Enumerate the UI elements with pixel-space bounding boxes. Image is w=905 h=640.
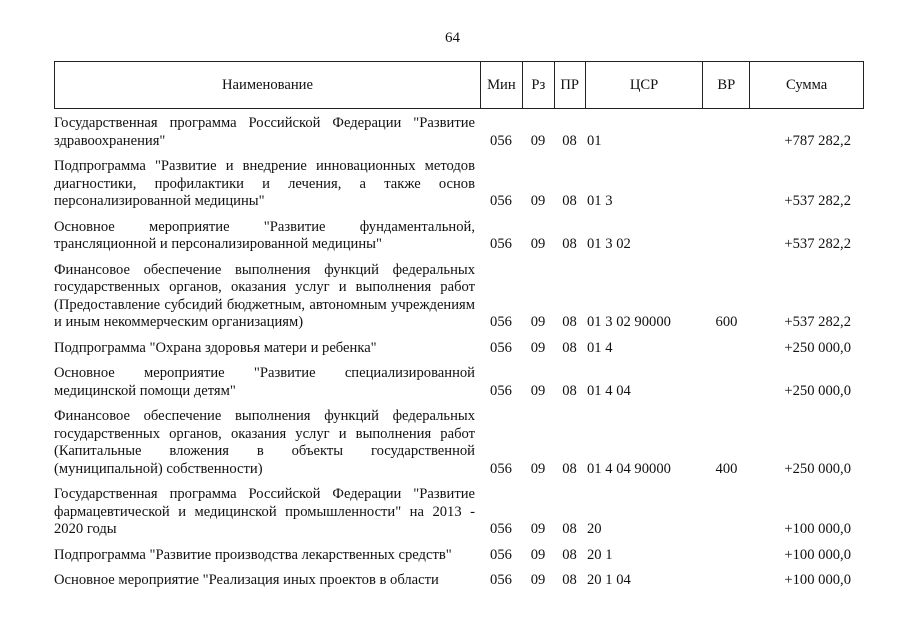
row-sum: +537 282,2 [784, 193, 851, 209]
row-rz: 09 [530, 382, 546, 399]
page-number: 64 [445, 30, 460, 46]
row-name: Основное мероприятие "Развитие специализированной медицинской помощи детям" [54, 365, 475, 399]
row-sum: +100 000,0 [784, 572, 851, 588]
header-pr: ПР [554, 62, 585, 108]
row-csr: 01 3 02 [587, 236, 631, 252]
row-rz: 09 [530, 193, 546, 209]
row-rz: 09 [530, 521, 546, 537]
table-body [54, 115, 864, 598]
table-row [54, 572, 864, 590]
row-rz: 09 [530, 339, 546, 356]
row-csr: 01 3 [587, 193, 613, 209]
table-row [54, 486, 864, 539]
row-sum: +250 000,0 [784, 339, 851, 356]
header-vr: ВР [702, 62, 749, 108]
row-rz: 09 [530, 314, 546, 330]
row-csr: 01 4 04 [587, 382, 631, 399]
row-csr: 20 [587, 521, 602, 537]
row-min: 056 [490, 236, 512, 252]
row-min: 056 [490, 460, 512, 477]
row-pr: 08 [562, 339, 577, 356]
row-rz: 09 [530, 546, 546, 563]
row-name: Финансовое обеспечение выполнения функций федеральных государственных органов, оказания услуг и выполнения работ (Капитальные вложения в объекты государственной (муниципальной) собственности) [54, 408, 475, 477]
row-pr: 08 [562, 382, 577, 399]
row-vr: 400 [715, 460, 738, 477]
row-min: 056 [490, 572, 512, 588]
table-row [54, 340, 864, 358]
table-row [54, 408, 864, 478]
row-csr: 01 3 02 90000 [587, 314, 671, 330]
row-min: 056 [490, 546, 512, 563]
row-rz: 09 [530, 460, 546, 477]
row-min: 056 [490, 132, 512, 149]
row-name: Подпрограмма "Развитие и внедрение инновационных методов диагностики, профилактики и лечения, а также основ персонализированной медицины" [54, 158, 475, 209]
row-sum: +250 000,0 [784, 382, 851, 399]
row-csr: 01 [587, 132, 602, 149]
table-header [54, 61, 864, 109]
row-name: Основное мероприятие "Реализация иных проектов в области [54, 572, 439, 588]
header-name: Наименование [222, 76, 313, 93]
header-csr: ЦСР [585, 62, 703, 108]
table-row [54, 262, 864, 332]
table-row [54, 365, 864, 400]
row-sum: +787 282,2 [784, 132, 851, 149]
row-name: Подпрограмма "Охрана здоровья матери и ребенка" [54, 339, 377, 356]
table-row [54, 219, 864, 254]
row-vr: 600 [715, 314, 738, 330]
row-pr: 08 [562, 314, 577, 330]
row-sum: +100 000,0 [784, 521, 851, 537]
row-pr: 08 [562, 546, 577, 563]
row-rz: 09 [530, 572, 546, 588]
row-min: 056 [490, 339, 512, 356]
row-name: Подпрограмма "Развитие производства лекарственных средств" [54, 546, 452, 563]
header-rz: Рз [522, 62, 554, 108]
row-csr: 20 1 04 [587, 572, 631, 588]
row-pr: 08 [562, 193, 577, 209]
row-sum: +537 282,2 [784, 236, 851, 252]
row-name: Государственная программа Российской Федерации "Развитие здравоохранения" [54, 115, 475, 149]
row-rz: 09 [530, 132, 546, 149]
table-row [54, 115, 864, 150]
row-sum: +100 000,0 [784, 546, 851, 563]
row-sum: +537 282,2 [784, 314, 851, 330]
row-min: 056 [490, 382, 512, 399]
row-min: 056 [490, 521, 512, 537]
row-csr: 20 1 [587, 546, 613, 563]
table-row [54, 158, 864, 211]
row-csr: 01 4 [587, 339, 613, 356]
row-pr: 08 [562, 572, 577, 588]
row-pr: 08 [562, 521, 577, 537]
row-pr: 08 [562, 236, 577, 252]
row-min: 056 [490, 193, 512, 209]
row-name: Основное мероприятие "Развитие фундаментальной, трансляционной и персонализированной медицины" [54, 218, 475, 252]
row-sum: +250 000,0 [784, 460, 851, 477]
row-pr: 08 [562, 132, 577, 149]
row-pr: 08 [562, 460, 577, 477]
row-min: 056 [490, 314, 512, 330]
row-name: Финансовое обеспечение выполнения функций федеральных государственных органов, оказания услуг и выполнения работ (Предоставление субсидий бюджетным, автономным учреждениям и иным некоммерческим организациям) [54, 261, 475, 330]
header-min: Мин [480, 62, 522, 108]
table-row [54, 547, 864, 565]
row-rz: 09 [530, 236, 546, 252]
row-csr: 01 4 04 90000 [587, 460, 671, 477]
header-sum: Сумма [749, 62, 863, 108]
row-name: Государственная программа Российской Федерации "Развитие фармацевтической и медицинской промышленности" на 2013 - 2020 годы [54, 486, 475, 537]
